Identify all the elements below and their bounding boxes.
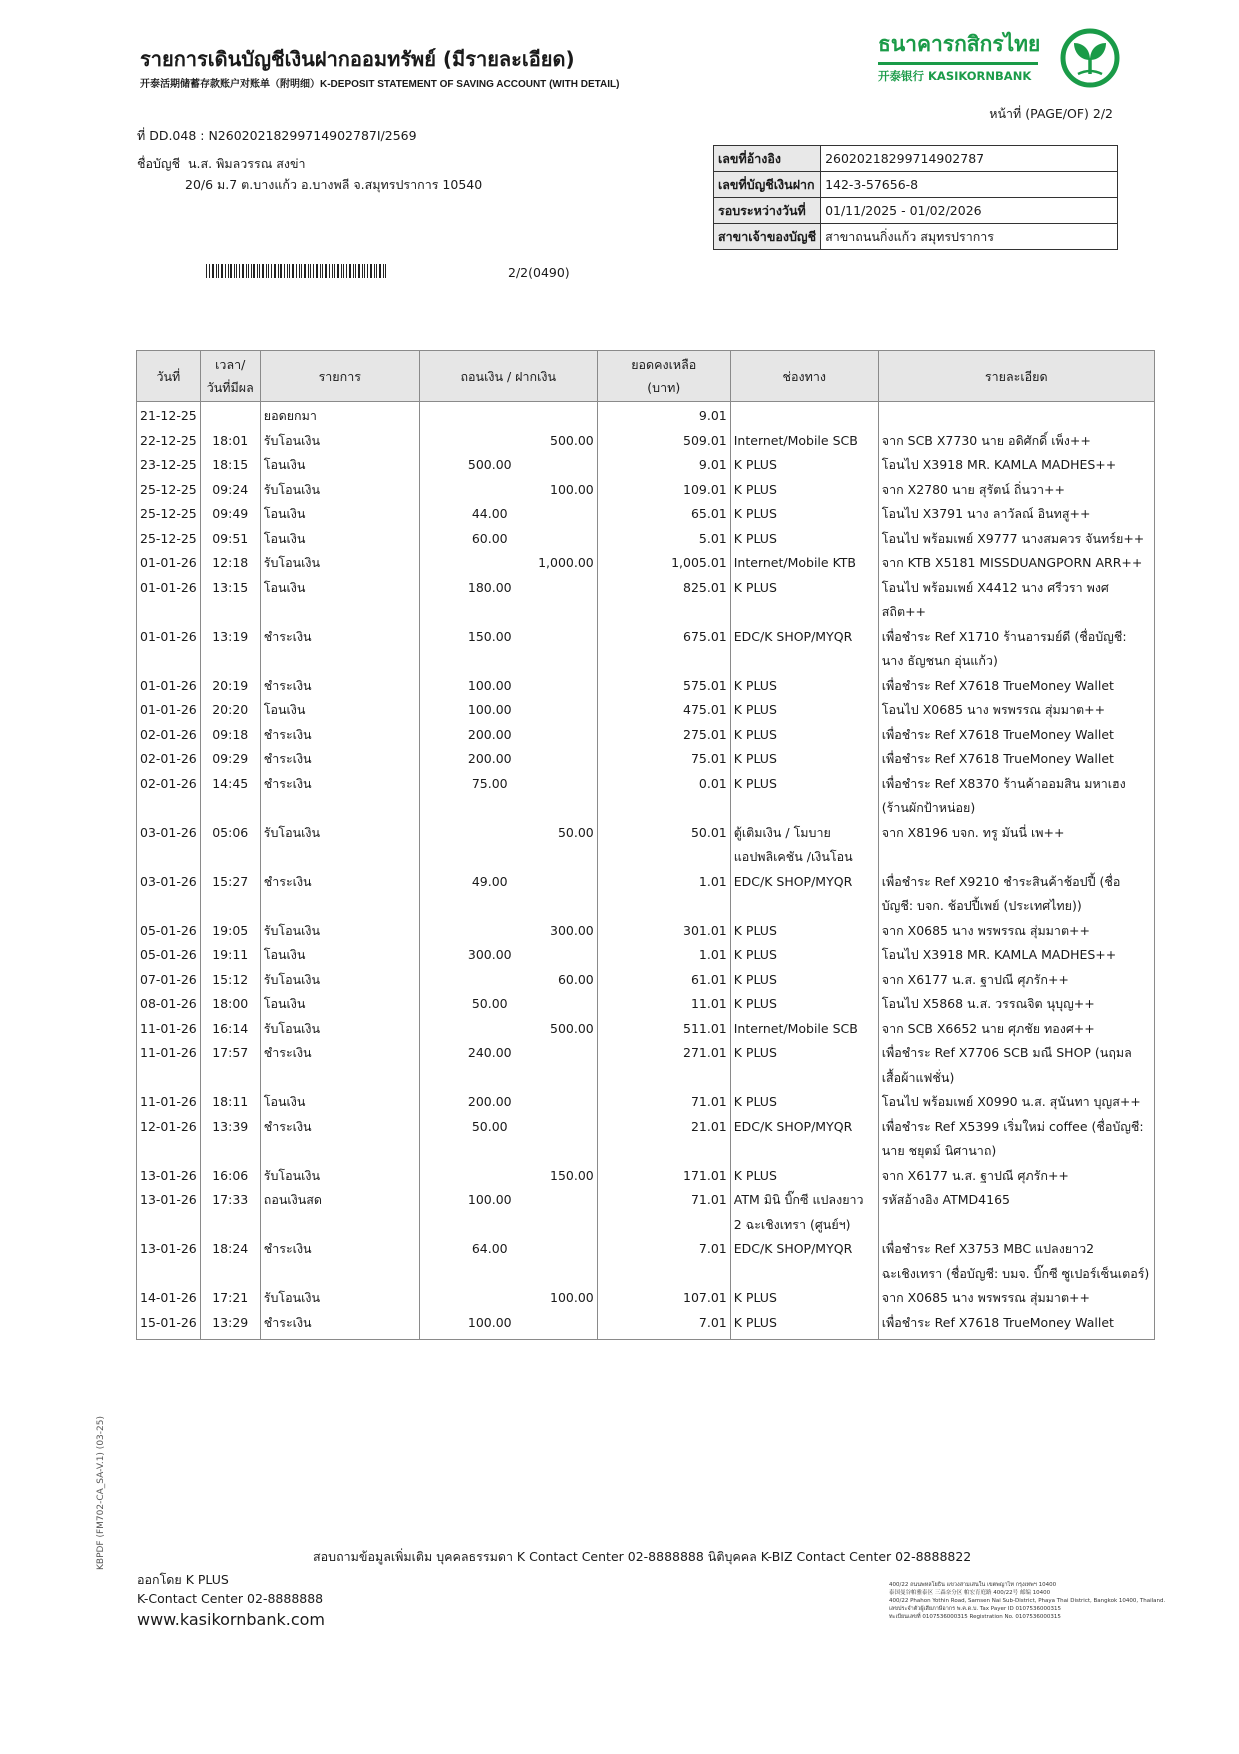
cell-time: 15:12: [200, 968, 260, 993]
cell-detail: โอนไป X3791 นาง ลาวัลณ์ อินทสู++: [878, 502, 1154, 527]
barcode-page-code: 2/2(0490): [508, 265, 570, 280]
header-time-line2: วันที่มีผล: [206, 380, 254, 395]
cell-date: 14-01-26: [137, 1286, 201, 1311]
cell-withdrawal: 60.00: [419, 527, 597, 552]
cell-description: รับโอนเงิน: [260, 919, 419, 944]
cell-withdrawal: 150.00: [419, 625, 597, 674]
cell-detail: เพื่อชำระ Ref X8370 ร้านค้าออมสิน มหาเฮง (ร้านผักป้าหน่อย): [878, 772, 1154, 821]
issued-by: ออกโดย K PLUS: [137, 1572, 229, 1587]
cell-balance: 475.01: [597, 698, 730, 723]
table-row: [137, 747, 1155, 772]
cell-description: ชำระเงิน: [260, 1115, 419, 1164]
cell-balance: 109.01: [597, 478, 730, 503]
cell-channel: K PLUS: [730, 1286, 878, 1311]
cell-balance: 71.01: [597, 1090, 730, 1115]
cell-channel: Internet/Mobile SCB: [730, 1017, 878, 1042]
cell-detail: โอนไป X3918 MR. KAMLA MADHES++: [878, 453, 1154, 478]
cell-description: รับโอนเงิน: [260, 429, 419, 454]
cell-time: 17:57: [200, 1041, 260, 1090]
table-row: [137, 992, 1155, 1017]
bank-address-line: เลขประจำตัวผู้เสียภาษีอากร พ.ค.ด.บ. Tax Payer ID 0107536000315: [889, 1606, 1061, 1612]
cell-date: 15-01-26: [137, 1311, 201, 1340]
cell-time: 18:11: [200, 1090, 260, 1115]
cell-time: 09:18: [200, 723, 260, 748]
cell-channel: K PLUS: [730, 968, 878, 993]
cell-channel: K PLUS: [730, 674, 878, 699]
cell-date: 25-12-25: [137, 502, 201, 527]
cell-description: โอนเงิน: [260, 502, 419, 527]
cell-deposit: 60.00: [419, 968, 597, 993]
info-value: 26020218299714902787: [821, 146, 1118, 172]
transactions-body: [137, 402, 1155, 1340]
cell-description: ชำระเงิน: [260, 674, 419, 699]
cell-date: 01-01-26: [137, 674, 201, 699]
cell-channel: K PLUS: [730, 919, 878, 944]
table-row: [137, 1237, 1155, 1286]
account-address: 20/6 ม.7 ต.บางแก้ว อ.บางพลี จ.สมุทรปราการ 10540: [185, 177, 483, 192]
cell-channel: K PLUS: [730, 576, 878, 625]
cell-balance: 65.01: [597, 502, 730, 527]
table-row: [137, 1041, 1155, 1090]
table-row: [137, 576, 1155, 625]
table-row: [137, 674, 1155, 699]
table-row: [137, 551, 1155, 576]
cell-deposit: 50.00: [419, 821, 597, 870]
table-row: [137, 1188, 1155, 1237]
cell-date: 05-01-26: [137, 919, 201, 944]
info-value: 142-3-57656-8: [821, 172, 1118, 198]
cell-deposit: 100.00: [419, 1286, 597, 1311]
cell-date: 11-01-26: [137, 1041, 201, 1090]
cell-time: 15:27: [200, 870, 260, 919]
cell-date: 02-01-26: [137, 747, 201, 772]
cell-description: โอนเงิน: [260, 943, 419, 968]
table-row: [137, 698, 1155, 723]
cell-channel: K PLUS: [730, 453, 878, 478]
cell-time: 12:18: [200, 551, 260, 576]
cell-deposit: 500.00: [419, 429, 597, 454]
cell-balance: 50.01: [597, 821, 730, 870]
bank-address-line: ทะเบียนเลขที่ 0107536000315 Registration No. 0107536000315: [889, 1614, 1061, 1620]
cell-time: 18:24: [200, 1237, 260, 1286]
cell-detail: โอนไป X5868 น.ส. วรรณจิต นุบุญ++: [878, 992, 1154, 1017]
cell-balance: 509.01: [597, 429, 730, 454]
cell-deposit: 300.00: [419, 919, 597, 944]
account-name-line: [137, 156, 306, 172]
cell-detail: จาก X0685 นาง พรพรรณ สุ่มมาต++: [878, 919, 1154, 944]
cell-description: ถอนเงินสด: [260, 1188, 419, 1237]
cell-deposit: 500.00: [419, 1017, 597, 1042]
cell-detail: โอนไป พร้อมเพย์ X9777 นางสมควร จันทร์ย++: [878, 527, 1154, 552]
cell-balance: 1.01: [597, 943, 730, 968]
cell-balance: 301.01: [597, 919, 730, 944]
header-balance-line2: (บาท): [647, 380, 681, 395]
cell-withdrawal: 100.00: [419, 1311, 597, 1340]
cell-time: 18:15: [200, 453, 260, 478]
cell-channel: K PLUS: [730, 527, 878, 552]
cell-time: 09:29: [200, 747, 260, 772]
cell-balance: 0.01: [597, 772, 730, 821]
cell-channel: EDC/K SHOP/MYQR: [730, 625, 878, 674]
cell-description: รับโอนเงิน: [260, 478, 419, 503]
cell-detail: จาก SCB X6652 นาย ศุภชัย ทองศ++: [878, 1017, 1154, 1042]
cell-withdrawal: 64.00: [419, 1237, 597, 1286]
cell-time: 13:15: [200, 576, 260, 625]
cell-withdrawal: 500.00: [419, 453, 597, 478]
cell-detail: [878, 402, 1154, 429]
table-row: [137, 527, 1155, 552]
cell-description: รับโอนเงิน: [260, 968, 419, 993]
cell-balance: 271.01: [597, 1041, 730, 1090]
cell-deposit: 1,000.00: [419, 551, 597, 576]
cell-date: 13-01-26: [137, 1237, 201, 1286]
cell-balance: 11.01: [597, 992, 730, 1017]
cell-detail: จาก SCB X7730 นาย อดิศักดิ์ เพ็ง++: [878, 429, 1154, 454]
table-row: [137, 772, 1155, 821]
document-number: ที่ DD.048 : N26020218299714902787I/2569: [137, 128, 417, 143]
cell-time: 16:06: [200, 1164, 260, 1189]
table-row: [137, 502, 1155, 527]
cell-withdrawal: 100.00: [419, 674, 597, 699]
cell-detail: เพื่อชำระ Ref X7706 SCB มณี SHOP (นฤมล เสื้อผ้าแฟชั่น): [878, 1041, 1154, 1090]
cell-time: 17:21: [200, 1286, 260, 1311]
cell-detail: เพื่อชำระ Ref X9210 ชำระสินค้าช้อปปี้ (ชื่อบัญชี: บจก. ช้อปปี้เพย์ (ประเทศไทย)): [878, 870, 1154, 919]
cell-time: 19:05: [200, 919, 260, 944]
table-row: [137, 1115, 1155, 1164]
table-row: [137, 968, 1155, 993]
cell-description: ชำระเงิน: [260, 772, 419, 821]
cell-balance: 71.01: [597, 1188, 730, 1237]
header-date: วันที่: [137, 351, 201, 402]
cell-withdrawal: 75.00: [419, 772, 597, 821]
cell-detail: เพื่อชำระ Ref X3753 MBC แปลงยาว2 ฉะเชิงเทรา (ชื่อบัญชี: บมจ. บิ๊กซี ซูเปอร์เซ็นเตอร์): [878, 1237, 1154, 1286]
info-label: เลขที่บัญชีเงินฝาก: [714, 172, 821, 198]
bank-logo: [878, 28, 1123, 92]
cell-balance: 7.01: [597, 1237, 730, 1286]
cell-channel: EDC/K SHOP/MYQR: [730, 1237, 878, 1286]
cell-time: 05:06: [200, 821, 260, 870]
cell-time: 17:33: [200, 1188, 260, 1237]
cell-date: 07-01-26: [137, 968, 201, 993]
website-link[interactable]: www.kasikornbank.com: [137, 1610, 325, 1629]
info-row-period: [714, 198, 1118, 224]
table-row: [137, 1164, 1155, 1189]
cell-time: 14:45: [200, 772, 260, 821]
cell-deposit: 150.00: [419, 1164, 597, 1189]
cell-channel: K PLUS: [730, 1311, 878, 1340]
info-row-reference: [714, 146, 1118, 172]
cell-channel: K PLUS: [730, 723, 878, 748]
cell-description: โอนเงิน: [260, 453, 419, 478]
cell-channel: K PLUS: [730, 478, 878, 503]
cell-detail: เพื่อชำระ Ref X7618 TrueMoney Wallet: [878, 723, 1154, 748]
cell-detail: เพื่อชำระ Ref X5399 เริ่มใหม่ coffee (ชื่อบัญชี: นาย ชยุตม์ นิศานาถ): [878, 1115, 1154, 1164]
cell-deposit: 100.00: [419, 478, 597, 503]
table-row: [137, 625, 1155, 674]
cell-date: 11-01-26: [137, 1090, 201, 1115]
cell-channel: ATM มินิ บิ๊กซี แปลงยาว 2 ฉะเชิงเทรา (ศูนย์ฯ): [730, 1188, 878, 1237]
bank-address-line: 400/22 Phahon Yothin Road, Samsen Nai Sub-District, Phaya Thai District, Bangkok 10400, Thailand.: [889, 1598, 1166, 1604]
info-value: สาขาถนนกิ่งแก้ว สมุทรปราการ: [821, 224, 1118, 250]
cell-description: ชำระเงิน: [260, 870, 419, 919]
cell-withdrawal: 180.00: [419, 576, 597, 625]
cell-description: โอนเงิน: [260, 698, 419, 723]
cell-channel: K PLUS: [730, 992, 878, 1017]
cell-withdrawal: 49.00: [419, 870, 597, 919]
cell-time: 09:51: [200, 527, 260, 552]
info-label: เลขที่อ้างอิง: [714, 146, 821, 172]
bank-logo-english-text: 开泰银行 KASIKORNBANK: [878, 69, 1032, 83]
cell-withdrawal: 100.00: [419, 698, 597, 723]
cell-description: ชำระเงิน: [260, 625, 419, 674]
cell-description: ชำระเงิน: [260, 747, 419, 772]
cell-detail: เพื่อชำระ Ref X7618 TrueMoney Wallet: [878, 747, 1154, 772]
cell-description: โอนเงิน: [260, 992, 419, 1017]
cell-date: 03-01-26: [137, 870, 201, 919]
cell-balance: 275.01: [597, 723, 730, 748]
cell-date: 02-01-26: [137, 723, 201, 748]
table-row: [137, 1017, 1155, 1042]
cell-channel: K PLUS: [730, 943, 878, 968]
cell-balance: 1.01: [597, 870, 730, 919]
cell-detail: จาก X8196 บจก. ทรู มันนี่ เพ++: [878, 821, 1154, 870]
bank-address-line: 400/22 ถนนพหลโยธิน แขวงสามเสนใน เขตพญาไท กรุงเทพฯ 10400: [889, 1582, 1057, 1588]
table-header-row: [137, 351, 1155, 402]
cell-channel: EDC/K SHOP/MYQR: [730, 870, 878, 919]
cell-detail: จาก X2780 นาย สุรัตน์ ถิ่นวา++: [878, 478, 1154, 503]
cell-balance: 825.01: [597, 576, 730, 625]
cell-detail: โอนไป X3918 MR. KAMLA MADHES++: [878, 943, 1154, 968]
table-row: [137, 478, 1155, 503]
page-indicator: หน้าที่ (PAGE/OF) 2/2: [989, 106, 1113, 121]
cell-channel: K PLUS: [730, 698, 878, 723]
cell-date: 13-01-26: [137, 1164, 201, 1189]
cell-date: 25-12-25: [137, 527, 201, 552]
table-row: [137, 402, 1155, 429]
cell-description: โอนเงิน: [260, 576, 419, 625]
cell-withdrawal: 200.00: [419, 723, 597, 748]
cell-time: 16:14: [200, 1017, 260, 1042]
table-row: [137, 453, 1155, 478]
cell-description: รับโอนเงิน: [260, 551, 419, 576]
cell-description: ชำระเงิน: [260, 1311, 419, 1340]
cell-description: โอนเงิน: [260, 527, 419, 552]
header-time: [200, 351, 260, 402]
account-name: น.ส. พิมลวรรณ สงข่า: [188, 156, 306, 171]
cell-detail: จาก X0685 นาง พรพรรณ สุ่มมาต++: [878, 1286, 1154, 1311]
cell-channel: K PLUS: [730, 772, 878, 821]
cell-description: รับโอนเงิน: [260, 821, 419, 870]
account-name-label: ชื่อบัญชี: [137, 156, 181, 171]
account-info-table: [713, 145, 1118, 250]
cell-time: 09:24: [200, 478, 260, 503]
cell-detail: โอนไป พร้อมเพย์ X0990 น.ส. สุนันทา บุญส++: [878, 1090, 1154, 1115]
cell-date: 03-01-26: [137, 821, 201, 870]
statement-subtitle: 开泰活期储蓄存款账户对账单（附明细）K-DEPOSIT STATEMENT OF SAVING ACCOUNT (WITH DETAIL): [140, 79, 620, 90]
cell-withdrawal: 200.00: [419, 1090, 597, 1115]
header-balance-line1: ยอดคงเหลือ: [631, 357, 697, 372]
header-time-line1: เวลา/: [215, 357, 246, 372]
bank-address: [889, 1581, 1165, 1621]
info-row-account-number: [714, 172, 1118, 198]
cell-detail: โอนไป X0685 นาง พรพรรณ สุ่มมาต++: [878, 698, 1154, 723]
cell-date: 02-01-26: [137, 772, 201, 821]
cell-deposit: [419, 402, 597, 429]
cell-date: 01-01-26: [137, 625, 201, 674]
cell-time: 13:29: [200, 1311, 260, 1340]
cell-detail: จาก X6177 น.ส. ฐาปณี ศุภรัก++: [878, 968, 1154, 993]
cell-detail: รหัสอ้างอิง ATMD4165: [878, 1188, 1154, 1237]
cell-balance: 511.01: [597, 1017, 730, 1042]
cell-description: โอนเงิน: [260, 1090, 419, 1115]
cell-channel: ตู้เติมเงิน / โมบาย แอปพลิเคชัน /เงินโอน: [730, 821, 878, 870]
table-row: [137, 1286, 1155, 1311]
cell-balance: 1,005.01: [597, 551, 730, 576]
cell-time: 20:19: [200, 674, 260, 699]
cell-detail: จาก KTB X5181 MISSDUANGPORN ARR++: [878, 551, 1154, 576]
cell-date: 01-01-26: [137, 698, 201, 723]
cell-date: 01-01-26: [137, 551, 201, 576]
cell-description: ยอดยกมา: [260, 402, 419, 429]
cell-time: 13:39: [200, 1115, 260, 1164]
header-amount: ถอนเงิน / ฝากเงิน: [419, 351, 597, 402]
cell-date: 01-01-26: [137, 576, 201, 625]
cell-detail: โอนไป พร้อมเพย์ X4412 นาง ศรีวรา พงศสถิต++: [878, 576, 1154, 625]
cell-balance: 5.01: [597, 527, 730, 552]
header-detail: รายละเอียด: [878, 351, 1154, 402]
header-channel: ช่องทาง: [730, 351, 878, 402]
cell-time: 18:00: [200, 992, 260, 1017]
cell-time: 20:20: [200, 698, 260, 723]
cell-description: รับโอนเงิน: [260, 1286, 419, 1311]
statement-title: รายการเดินบัญชีเงินฝากออมทรัพย์ (มีรายละเอียด): [140, 47, 575, 71]
cell-date: 22-12-25: [137, 429, 201, 454]
cell-channel: Internet/Mobile SCB: [730, 429, 878, 454]
cell-balance: 575.01: [597, 674, 730, 699]
cell-time: 19:11: [200, 943, 260, 968]
cell-withdrawal: 200.00: [419, 747, 597, 772]
cell-channel: Internet/Mobile KTB: [730, 551, 878, 576]
table-row: [137, 1311, 1155, 1340]
cell-time: 18:01: [200, 429, 260, 454]
cell-description: ชำระเงิน: [260, 723, 419, 748]
info-label: สาขาเจ้าของบัญชี: [714, 224, 821, 250]
header-balance: [597, 351, 730, 402]
cell-date: 12-01-26: [137, 1115, 201, 1164]
cell-date: 21-12-25: [137, 402, 201, 429]
bank-logo-thai-text: ธนาคารกสิกรไทย: [878, 32, 1041, 56]
cell-balance: 21.01: [597, 1115, 730, 1164]
cell-balance: 9.01: [597, 453, 730, 478]
cell-description: ชำระเงิน: [260, 1041, 419, 1090]
cell-balance: 107.01: [597, 1286, 730, 1311]
cell-channel: K PLUS: [730, 747, 878, 772]
cell-detail: เพื่อชำระ Ref X1710 ร้านอารมย์ดี (ชื่อบัญชี: นาง ธัญชนก อุ่นแก้ว): [878, 625, 1154, 674]
table-row: [137, 870, 1155, 919]
bank-address-line: 泰国曼谷帕雅泰区 三森奈分区 帕宏育庭路 400/22号 邮编 10400: [889, 1590, 1051, 1596]
cell-time: 13:19: [200, 625, 260, 674]
info-row-branch: [714, 224, 1118, 250]
barcode: [206, 264, 386, 278]
cell-date: 23-12-25: [137, 453, 201, 478]
cell-date: 25-12-25: [137, 478, 201, 503]
cell-channel: [730, 402, 878, 429]
cell-description: รับโอนเงิน: [260, 1017, 419, 1042]
cell-withdrawal: 100.00: [419, 1188, 597, 1237]
cell-withdrawal: 44.00: [419, 502, 597, 527]
table-row: [137, 723, 1155, 748]
cell-detail: เพื่อชำระ Ref X7618 TrueMoney Wallet: [878, 1311, 1154, 1340]
bank-logo-underline: [878, 62, 1038, 65]
transactions-table: [136, 350, 1155, 1340]
cell-balance: 171.01: [597, 1164, 730, 1189]
cell-channel: K PLUS: [730, 1090, 878, 1115]
cell-balance: 7.01: [597, 1311, 730, 1340]
info-value: 01/11/2025 - 01/02/2026: [821, 198, 1118, 224]
cell-channel: K PLUS: [730, 1164, 878, 1189]
cell-date: 08-01-26: [137, 992, 201, 1017]
cell-time: 09:49: [200, 502, 260, 527]
cell-date: 13-01-26: [137, 1188, 201, 1237]
cell-withdrawal: 50.00: [419, 992, 597, 1017]
k-contact-center: K-Contact Center 02-8888888: [137, 1591, 324, 1606]
cell-description: รับโอนเงิน: [260, 1164, 419, 1189]
info-label: รอบระหว่างวันที่: [714, 198, 821, 224]
cell-detail: เพื่อชำระ Ref X7618 TrueMoney Wallet: [878, 674, 1154, 699]
cell-time: [200, 402, 260, 429]
cell-balance: 75.01: [597, 747, 730, 772]
cell-balance: 675.01: [597, 625, 730, 674]
cell-detail: จาก X6177 น.ส. ฐาปณี ศุภรัก++: [878, 1164, 1154, 1189]
cell-withdrawal: 50.00: [419, 1115, 597, 1164]
table-row: [137, 1090, 1155, 1115]
cell-date: 11-01-26: [137, 1017, 201, 1042]
table-row: [137, 919, 1155, 944]
kasikorn-leaf-icon: [1060, 28, 1120, 88]
header-description: รายการ: [260, 351, 419, 402]
cell-withdrawal: 300.00: [419, 943, 597, 968]
table-row: [137, 943, 1155, 968]
contact-info: สอบถามข้อมูลเพิ่มเติม บุคคลธรรมดา K Contact Center 02-8888888 นิติบุคคล K-BIZ Contact Center 02-8888822: [313, 1549, 972, 1564]
cell-channel: K PLUS: [730, 502, 878, 527]
table-row: [137, 821, 1155, 870]
cell-withdrawal: 240.00: [419, 1041, 597, 1090]
cell-balance: 9.01: [597, 402, 730, 429]
form-code: KBPDF (FM702-CA_SA-V.1) (03-25): [96, 1416, 106, 1570]
cell-description: ชำระเงิน: [260, 1237, 419, 1286]
cell-balance: 61.01: [597, 968, 730, 993]
cell-date: 05-01-26: [137, 943, 201, 968]
table-row: [137, 429, 1155, 454]
cell-channel: EDC/K SHOP/MYQR: [730, 1115, 878, 1164]
cell-channel: K PLUS: [730, 1041, 878, 1090]
